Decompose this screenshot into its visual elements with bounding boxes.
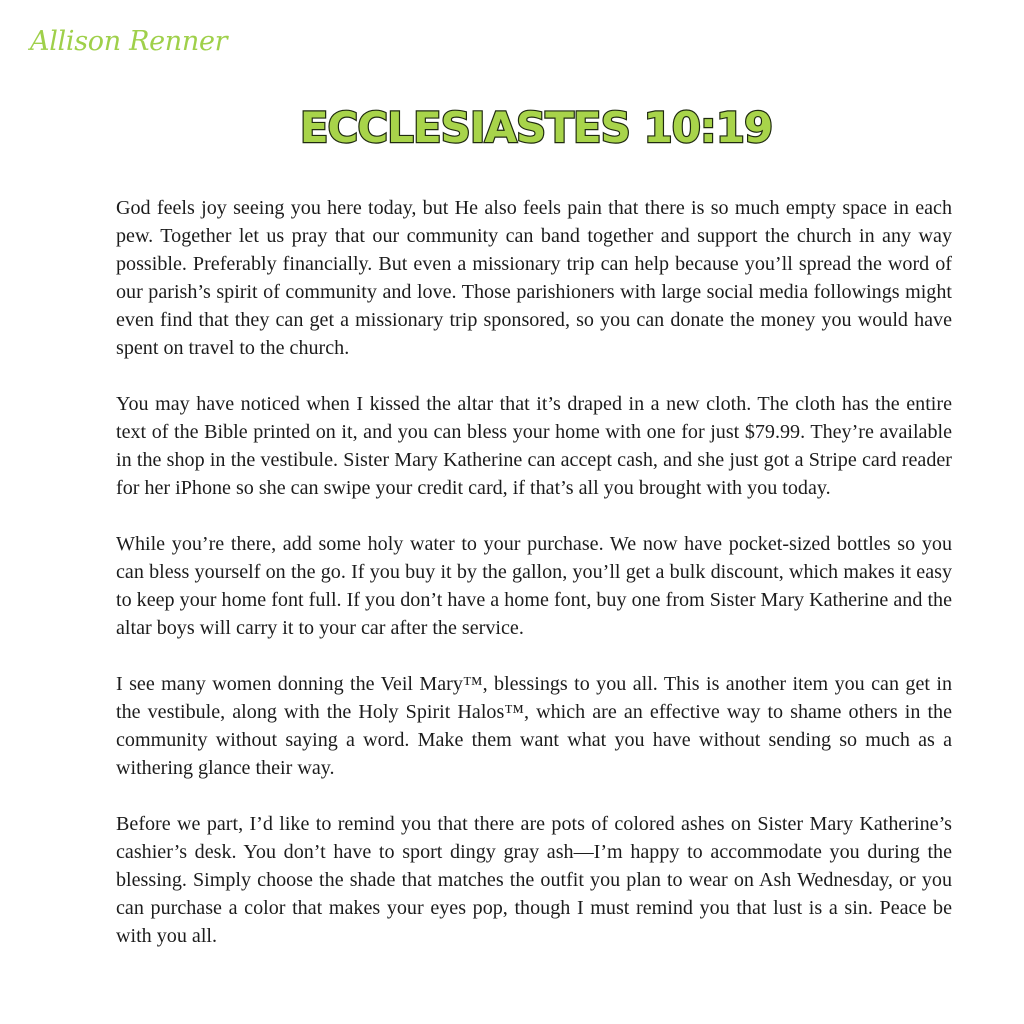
author-name: Allison Renner [30,26,228,57]
paragraph: While you’re there, add some holy water to your purchase. We now have pocket-sized bottles so you can bless yourself on the go. If you buy it by the gallon, you’ll get a bulk discount, which makes it easy to keep your home font full. If you don’t have a home font, buy one from Sister Mary Katherine and the altar boys will carry it to your car after the service. [116,533,952,639]
paragraph: I see many women donning the Veil Mary™, blessings to you all. This is another item you can get in the vestibule, along with the Holy Spirit Halos™, which are an effective way to shame others in the community without saying a word. Make them want what you have without sending so much as a withering glance their way. [116,673,952,779]
page-title [299,86,773,170]
paragraph: You may have noticed when I kissed the altar that it’s draped in a new cloth. The cloth has the entire text of the Bible printed on it, and you can bless your home with one for just $79.99. They’re available in the shop in the vestibule. Sister Mary Katherine can accept cash, and she just got a Stripe card reader for her iPhone so she can swipe your credit card, if that’s all you brought with you today. [116,393,952,499]
title-text: ECCLESIASTES 10:19 [299,103,773,152]
article-body [116,194,952,950]
paragraph: Before we part, I’d like to remind you that there are pots of colored ashes on Sister Mary Katherine’s cashier’s desk. You don’t have to sport dingy gray ash—I’m happy to accommodate you during the blessing. Simply choose the shade that matches the outfit you plan to wear on Ash Wednesday, or you can purchase a color that makes your eyes pop, though I must remind you that lust is a sin. Peace be with you all. [116,813,952,947]
title-graphic [299,86,773,170]
paragraph: God feels joy seeing you here today, but He also feels pain that there is so much empty space in each pew. Together let us pray that our community can band together and support the church in any way possible. Preferably financially. But even a missionary trip can help because you’ll spread the word of our parish’s spirit of community and love. Those parishioners with large social media followings might even find that they can get a missionary trip sponsored, so you can donate the money you would have spent on travel to the church. [116,197,952,359]
